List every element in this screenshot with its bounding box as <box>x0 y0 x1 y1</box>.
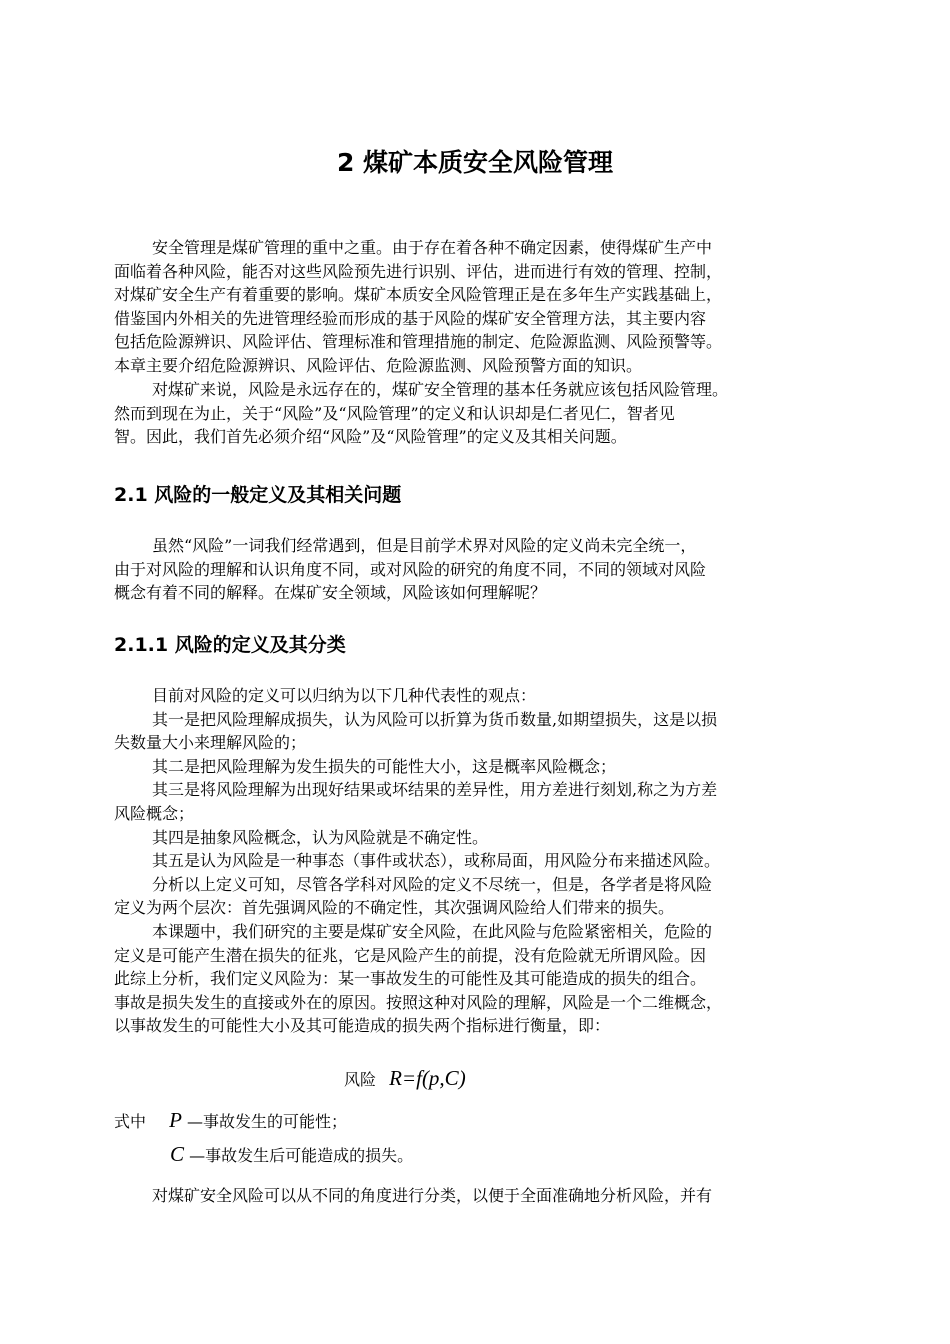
section-2-1-paragraph <box>114 534 844 605</box>
text-line: 然而到现在为止，关于“风险”及“风险管理”的定义和认识却是仁者见仁，智者见 <box>114 403 675 423</box>
symbol-c: C <box>170 1142 185 1166</box>
text-line: 此综上分析，我们定义风险为：某一事故发生的可能性及其可能造成的损失的组合。 <box>114 969 707 989</box>
text-line: 失数量大小来理解风险的； <box>114 733 307 753</box>
text-line: 其三是将风险理解为出现好结果或坏结果的差异性，用方差进行刻划,称之为方差 <box>152 780 718 800</box>
text-line: 面临着各种风险，能否对这些风险预先进行识别、评估，进而进行有效的管理、控制， <box>114 261 723 281</box>
classification-paragraph <box>114 1184 844 1208</box>
text-line: 定义为两个层次：首先强调风险的不确定性，其次强调风险给人们带来的损失。 <box>114 898 675 918</box>
definition-c: —事故发生后可能造成的损失。 <box>189 1146 414 1165</box>
formula-expression: R=f(p,C) <box>389 1066 466 1090</box>
text-line: 以事故发生的可能性大小及其可能造成的损失两个指标进行衡量，即： <box>114 1016 611 1036</box>
text-line: 对煤矿安全风险可以从不同的角度进行分类，以便于全面准确地分析风险，并有 <box>152 1186 713 1205</box>
text-line: 其五是认为风险是一种事态（事件或状态），或称局面，用风险分布来描述风险。 <box>152 851 721 871</box>
text-line: 风险概念； <box>114 803 195 823</box>
text-line: 本章主要介绍危险源辨识、风险评估、危险源监测、风险预警方面的知识。 <box>114 355 643 375</box>
intro-paragraph-2 <box>114 378 844 449</box>
section-2-1-1-body <box>114 684 844 1038</box>
text-line: 智。因此，我们首先必须介绍“风险”及“风险管理”的定义及其相关问题。 <box>114 427 627 447</box>
text-line: 其一是把风险理解成损失，认为风险可以折算为货币数量,如期望损失，这是以损 <box>152 709 718 729</box>
section-heading-2-1-1: 2.1.1 风险的定义及其分类 <box>114 634 346 656</box>
definition-p: —事故发生的可能性； <box>187 1112 348 1131</box>
formula-label: 风险 <box>344 1070 377 1089</box>
section-heading-2-1: 2.1 风险的一般定义及其相关问题 <box>114 484 402 506</box>
chapter-title: 2 煤矿本质安全风险管理 <box>336 148 614 177</box>
text-line: 安全管理是煤矿管理的重中之重。由于存在着各种不确定因素，使得煤矿生产中 <box>152 238 713 257</box>
formula-where-c <box>170 1142 413 1167</box>
text-line: 目前对风险的定义可以归纳为以下几种代表性的观点： <box>152 686 537 705</box>
text-line: 对煤矿安全生产有着重要的影响。煤矿本质安全风险管理正是在多年生产实践基础上， <box>114 285 723 305</box>
text-line: 事故是损失发生的直接或外在的原因。按照这种对风险的理解，风险是一个二维概念， <box>114 992 723 1012</box>
text-line: 本课题中，我们研究的主要是煤矿安全风险，在此风险与危险紧密相关，危险的 <box>152 921 713 941</box>
text-line: 其四是抽象风险概念，认为风险就是不确定性。 <box>152 827 489 847</box>
text-line: 由于对风险的理解和认识角度不同，或对风险的研究的角度不同，不同的领域对风险 <box>114 559 707 579</box>
text-line: 分析以上定义可知，尽管各学科对风险的定义不尽统一，但是，各学者是将风险 <box>152 874 713 894</box>
intro-paragraph-1 <box>114 236 844 378</box>
text-line: 定义是可能产生潜在损失的征兆，它是风险产生的前提，没有危险就无所谓风险。因 <box>114 945 707 965</box>
text-line: 概念有着不同的解释。在煤矿安全领域，风险该如何理解呢？ <box>114 583 547 603</box>
risk-formula <box>344 1066 466 1091</box>
text-line: 虽然“风险”一词我们经常遇到，但是目前学术界对风险的定义尚未完全统一， <box>152 536 697 555</box>
symbol-p: P <box>169 1108 182 1132</box>
text-line: 包括危险源辨识、风险评估、管理标准和管理措施的制定、危险源监测、风险预警等。 <box>114 332 723 352</box>
text-line: 其二是把风险理解为发生损失的可能性大小，这是概率风险概念； <box>152 756 617 776</box>
formula-where-p <box>114 1108 347 1133</box>
text-line: 对煤矿来说，风险是永远存在的，煤矿安全管理的基本任务就应该包括风险管理。 <box>152 380 729 399</box>
where-label: 式中 <box>114 1112 147 1131</box>
text-line: 借鉴国内外相关的先进管理经验而形成的基于风险的煤矿安全管理方法，其主要内容 <box>114 308 707 328</box>
